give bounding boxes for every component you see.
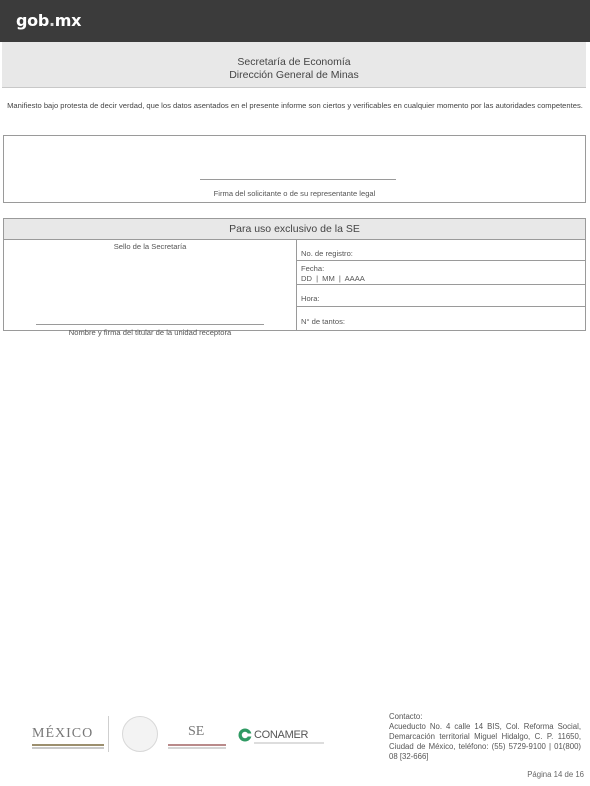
se-table-title: Para uso exclusivo de la SE xyxy=(4,219,585,240)
se-logo-subrule xyxy=(168,747,226,749)
signature-label: Firma del solicitante o de su representante legal xyxy=(213,189,376,198)
registry-fields xyxy=(297,240,585,330)
seal-area xyxy=(4,240,297,337)
department-header xyxy=(2,42,586,88)
directorate-name: Dirección General de Minas xyxy=(229,69,359,81)
department-name: Secretaría de Economía xyxy=(237,56,351,68)
registro-row xyxy=(297,240,585,261)
registro-label: No. de registro: xyxy=(301,249,353,258)
mexico-logo: MÉXICO xyxy=(32,726,94,741)
se-exclusive-table xyxy=(3,218,586,337)
national-seal-icon xyxy=(122,716,158,752)
receiver-signature-line xyxy=(36,324,264,325)
conamer-logo: CONAMER xyxy=(254,729,309,741)
contact-block xyxy=(389,712,581,762)
seal-label: Sello de la Secretaría xyxy=(113,242,187,251)
conamer-icon xyxy=(238,728,252,742)
mexico-logo-subrule xyxy=(32,747,104,749)
gobmx-logo[interactable] xyxy=(16,11,81,30)
date-format-hint: DD | MM | AAAA xyxy=(301,274,365,283)
receiver-label: Nombre y firma del titular de la unidad receptora xyxy=(68,328,232,337)
fecha-row xyxy=(297,261,585,285)
se-logo-rule xyxy=(168,744,226,746)
hora-label: Hora: xyxy=(301,294,320,303)
tantos-row xyxy=(297,307,585,330)
tantos-label: N° de tantos: xyxy=(301,317,345,326)
fecha-label: Fecha: xyxy=(301,264,325,273)
logo-dot: . xyxy=(49,11,55,30)
logo-suffix: mx xyxy=(54,11,82,30)
se-logo: SE xyxy=(188,724,205,739)
contact-details: Acueducto No. 4 calle 14 BIS, Col. Reforma Social, Demarcación territorial Miguel Hidalgo, C. P. 11650, Ciudad de México, teléfono: (55) 5729-9100 | 01(800) 08 [32-666] xyxy=(389,722,581,761)
mexico-logo-rule xyxy=(32,744,104,746)
contact-title: Contacto: xyxy=(389,712,423,721)
logo-separator xyxy=(108,716,109,752)
logo-main: gob xyxy=(16,11,49,30)
conamer-logo-subrule xyxy=(254,742,324,744)
hora-row xyxy=(297,285,585,307)
signature-box xyxy=(3,135,586,203)
top-bar xyxy=(0,0,590,42)
page-number: Página 14 de 16 xyxy=(527,770,584,779)
signature-line xyxy=(200,179,396,180)
declaration-text: Manifiesto bajo protesta de decir verdad, que los datos asentados en el presente informe son ciertos y verificables en cualquier momento por las autoridades competentes. xyxy=(7,101,583,110)
footer-logos xyxy=(16,710,336,756)
